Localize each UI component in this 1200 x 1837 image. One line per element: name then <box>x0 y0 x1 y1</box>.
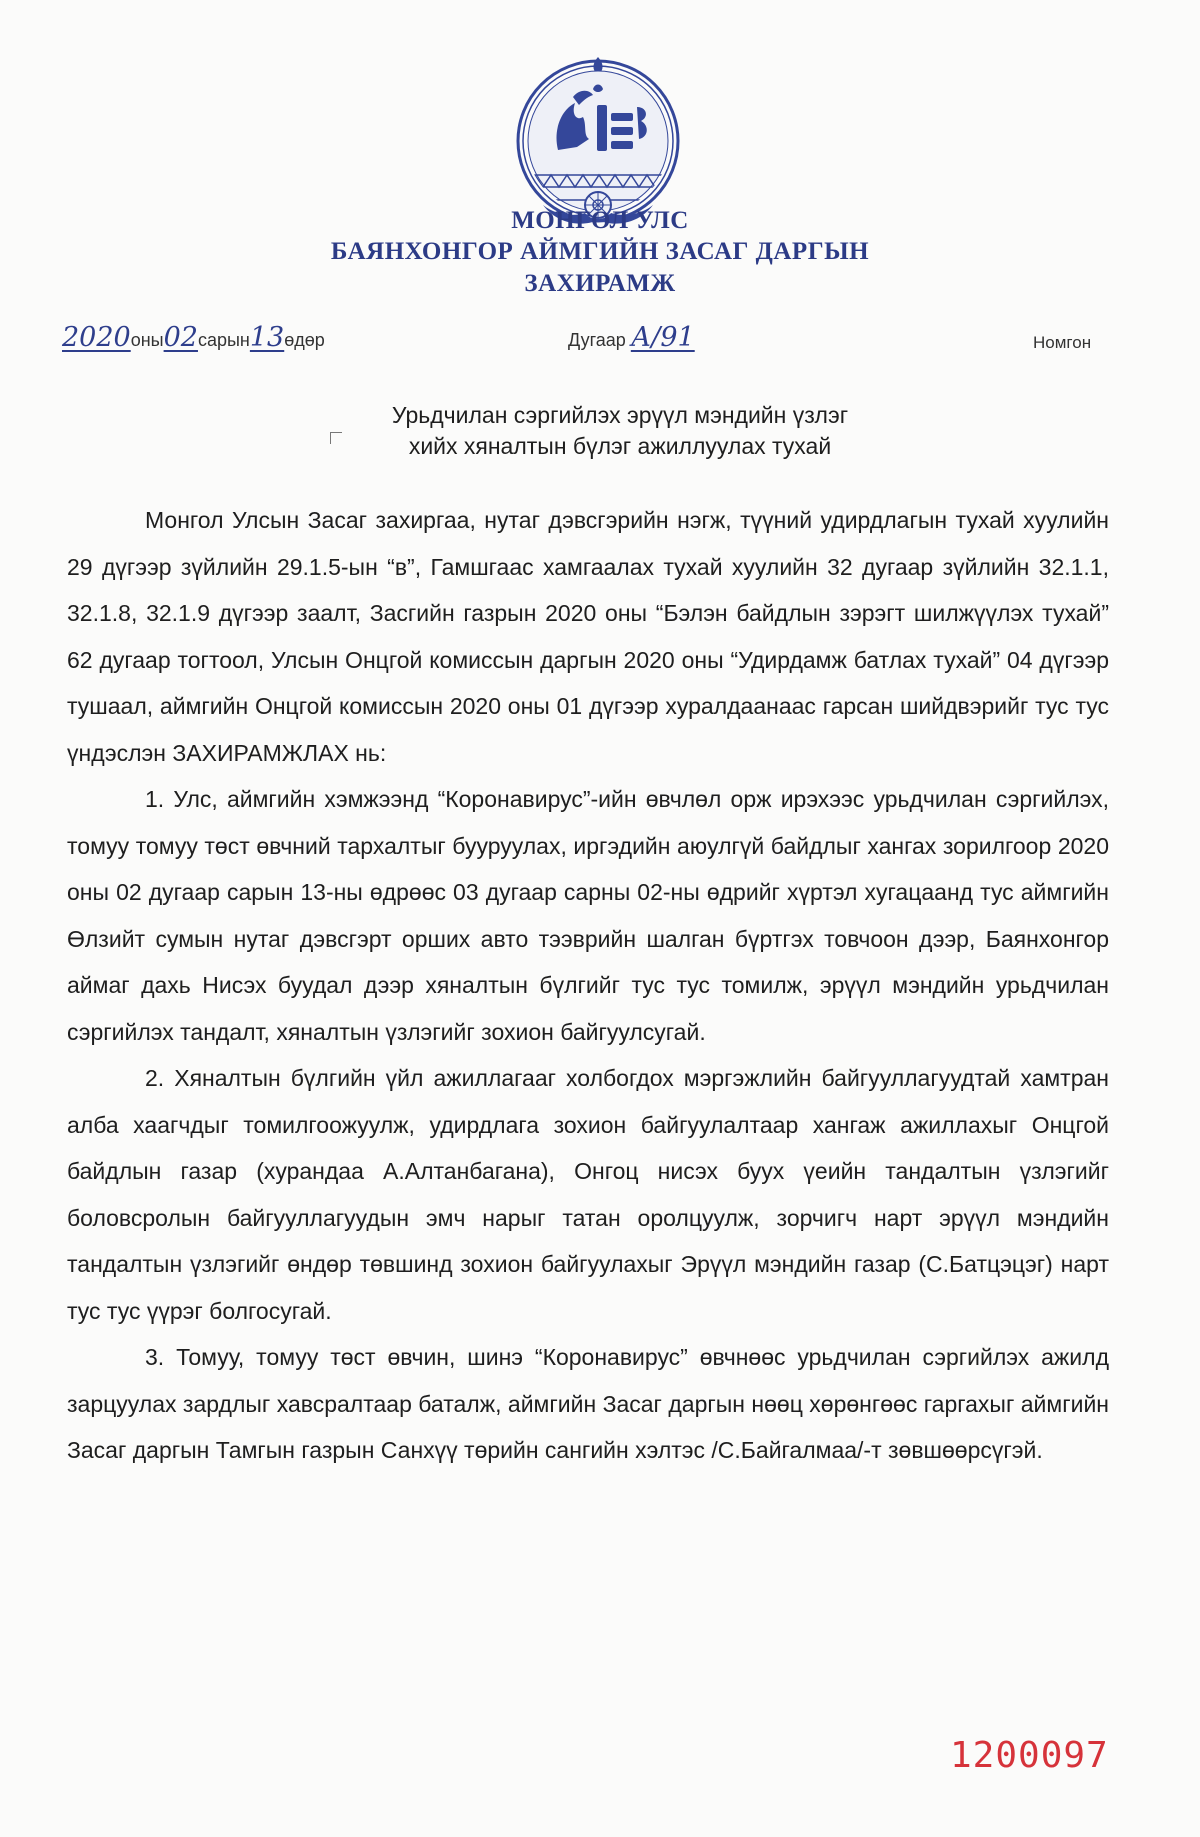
decree-body <box>67 497 1109 1474</box>
date-month-suffix: сарын <box>197 330 250 350</box>
date-day-suffix: өдөр <box>284 330 325 350</box>
decree-number-label: Дугаар <box>568 330 626 350</box>
serial-number-stamp: 1200097 <box>950 1735 1109 1776</box>
item-3-paragraph: 3. Томуу, томуу төст өвчин, шинэ “Коронавирус” өвчнөөс урьдчилан сэргийлэх ажилд зарцуулах зардлыг хавсралтаар баталж, аймгийн Засаг даргын нөөц хөрөнгөөс гаргахыг аймгийн Засаг даргын Тамгын газрын Санхүү төрийн сангийн хэлтэс /С.Байгалмаа/-т зөвшөөрсүгэй. <box>67 1344 1109 1463</box>
issue-place: Номгон <box>1033 333 1092 352</box>
item-2-paragraph: 2. Хяналтын бүлгийн үйл ажиллагааг холбогдох мэргэжлийн байгууллагуудтай хамтран алба хаагчдыг томилгоожуулж, удирдлага зохион байгуулалтаар хангаж ажиллахыг Онцгой байдлын газар (хурандаа А.Алтанбагана), Онгоц нисэх буух үеийн тандалтын үзлэгийг боловсролын байгууллагуудын эмч нарыг татан оролцуулж, зорчигч нарт эрүүл мэндийн тандалтын үзлэгийг өндөр төвшинд зохион байгуулахыг Эрүүл мэндийн газар (С.Батцэцэг) нарт тус тус үүрэг болгосугай. <box>67 1065 1109 1324</box>
subject-line-1: Урьдчилан сэргийлэх эрүүл мэндийн үзлэг <box>391 402 849 428</box>
issuing-authority: БАЯНХОНГОР АЙМГИЙН ЗАСАГ ДАРГЫН <box>330 238 870 265</box>
date-year-suffix: оны <box>130 330 164 350</box>
state-emblem-icon <box>513 55 683 230</box>
decree-number-field <box>568 322 695 362</box>
date-month: 02 <box>163 322 198 353</box>
subject-corner-mark <box>330 432 342 444</box>
document-type: ЗАХИРАМЖ <box>524 270 676 297</box>
decree-number: А/91 <box>630 322 695 353</box>
date-field <box>62 322 325 362</box>
date-year: 2020 <box>62 322 131 353</box>
item-1-paragraph: 1. Улс, аймгийн хэмжээнд “Коронавирус”-ийн өвчлөл орж ирэхээс урьдчилан сэргийлэх, томуу томуу төст өвчний тархалтыг бууруулах, иргэдийн аюулгүй байдлыг хангах зорилгоор 2020 оны 02 дугаар сарын 13-ны өдрөөс 03 дугаар сарны 02-ны өдрийг хүртэл хугацаанд тус аймгийн Өлзийт сумын нутаг дэвсгэрт орших авто тээврийн шалган бүртгэх товчоон дээр, Баянхонгор аймаг дахь Нисэх буудал дээр хяналтын бүлгийг тус тус томилж, эрүүл мэндийн урьдчилан сэргийлэх тандалт, хяналтын үзлэгийг зохион байгуулсугай. <box>67 786 1109 1045</box>
subject-line-2: хийх хяналтын бүлэг ажиллуулах тухай <box>408 433 832 459</box>
preamble-paragraph: Монгол Улсын Засаг захиргаа, нутаг дэвсгэрийн нэгж, түүний удирдлагын тухай хуулийн 29 дүгээр зүйлийн 29.1.5-ын “в”, Гамшгаас хамгаалах тухай хуулийн 32 дугаар зүйлийн 32.1.1, 32.1.8, 32.1.9 дүгээр заалт, Засгийн газрын 2020 оны “Бэлэн байдлын зэрэгт шилжүүлэх тухай” 62 дугаар тогтоол, Улсын Онцгой комиссын даргын 2020 оны “Удирдамж батлах тухай” 04 дүгээр тушаал, аймгийн Онцгой комиссын 2020 оны 01 дүгээр хуралдаанаас гарсан шийдвэрийг тус тус үндэслэн ЗАХИРАМЖЛАХ нь: <box>67 507 1109 766</box>
date-day: 13 <box>249 322 285 353</box>
country-name: МОНГОЛ УЛС <box>511 207 689 234</box>
